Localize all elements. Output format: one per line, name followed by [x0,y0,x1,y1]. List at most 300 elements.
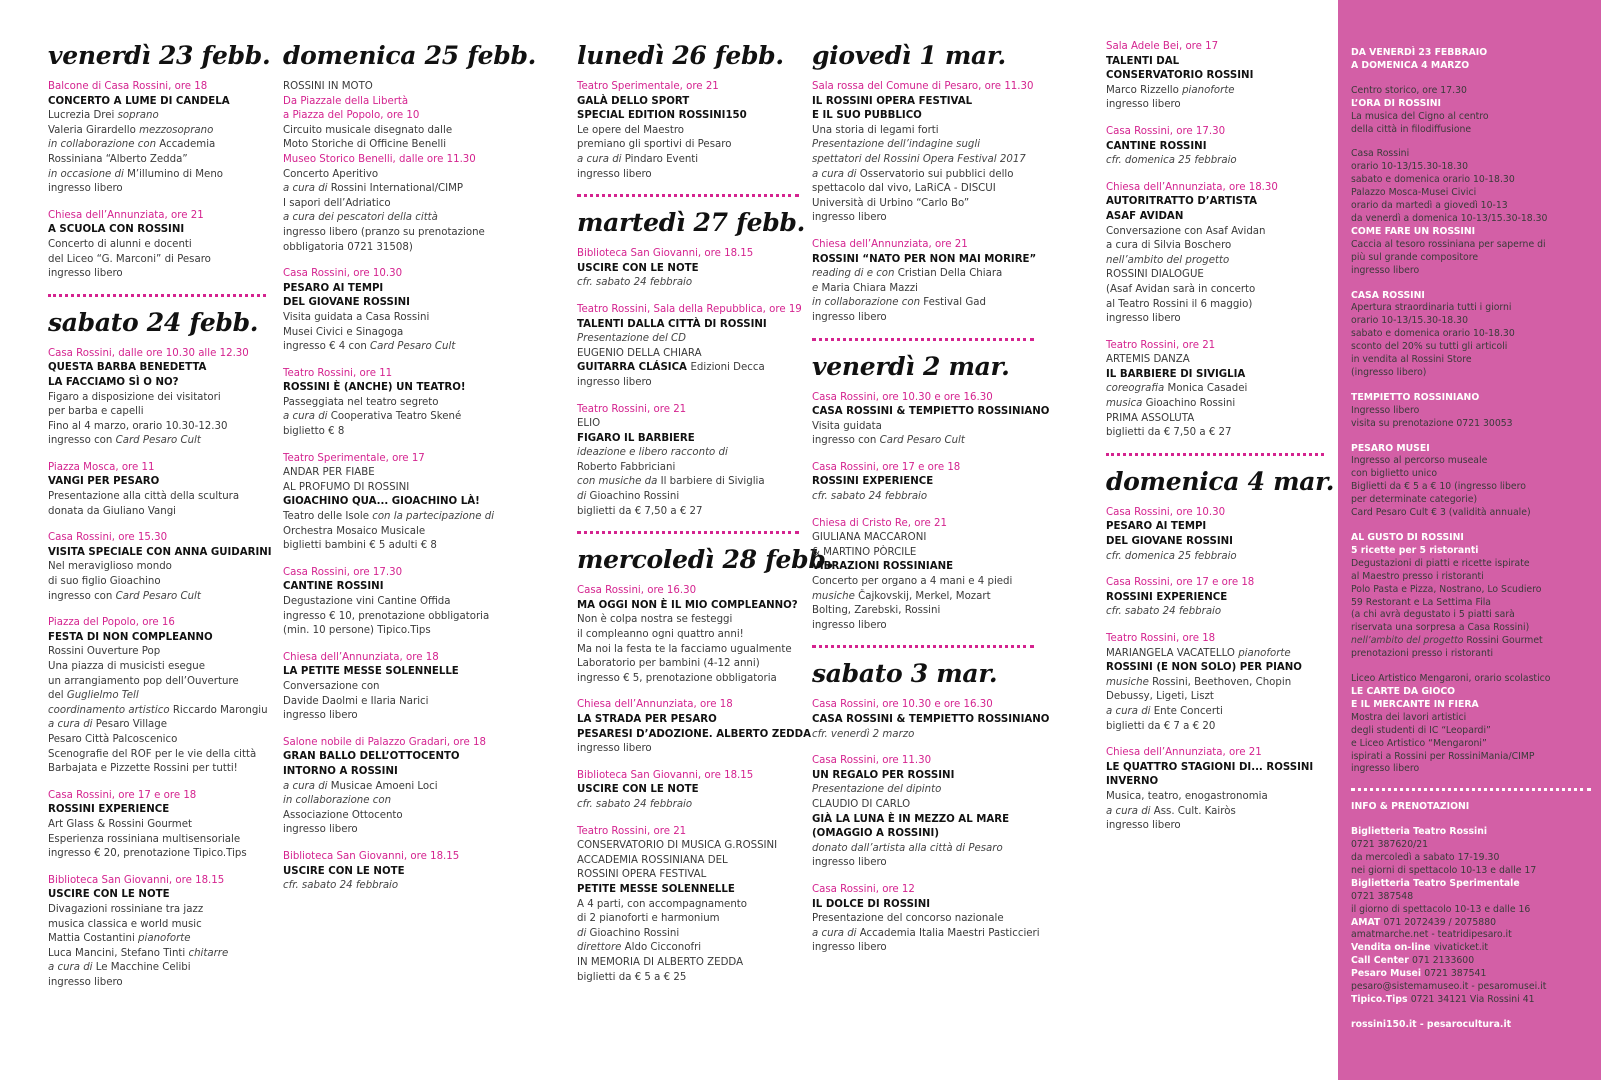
event-line [1106,239,1324,254]
event-note: cfr. sabato 24 febbraio [577,277,693,289]
info-heading: COME FARE UN ROSSINI [1351,225,1476,237]
event-line [1106,550,1324,565]
event-entry [812,80,1034,226]
info-text: sabato e domenica orario 10-18.30 [1351,174,1515,186]
event-line [283,680,515,695]
event-line [283,109,515,124]
info-text: La musica del Cigno al centro [1351,110,1489,122]
event-title: GRAN BALLO DELL’OTTOCENTO [283,751,460,763]
event-title: E IL SUO PUBBLICO [812,110,922,122]
info-line [1351,878,1591,891]
info-line [1351,111,1591,124]
event-line [283,326,515,341]
event-line [283,595,515,610]
info-text: Degustazioni di piatti e ricette ispirate [1351,557,1530,569]
column-3 [577,40,834,997]
event-entry [283,80,515,255]
event-entry [48,347,266,449]
event-line [577,247,799,262]
event-line [283,525,515,540]
event-line [812,898,1034,913]
event-detail: Accademia Italia Maestri Pasticcieri [859,927,1040,939]
event-note: cfr. sabato 24 febbraio [283,880,399,892]
event-detail: Nel meraviglioso mondo [48,561,172,573]
event-line [812,619,1034,634]
event-entry [577,769,799,813]
event-note: coreografia [1106,383,1168,395]
event-line [1106,761,1324,776]
event-title: GIOACHINO QUA... GIOACHINO LÀ! [283,496,480,508]
event-entry [283,736,515,838]
info-line [1351,597,1591,610]
event-line [812,698,1034,713]
event-detail: Davide Daolmi e Ilaria Narici [283,695,429,707]
event-line [577,505,799,520]
info-line [1351,852,1591,865]
event-detail: Ente Concerti [1153,705,1223,717]
event-line [48,168,266,183]
info-text: Rossini Gourmet [1466,635,1543,647]
event-entry [48,80,266,197]
event-line [283,340,515,355]
event-title: IL ROSSINI OPERA FESTIVAL [812,95,973,107]
event-detail: A 4 parti, con accompagnamento [577,898,748,910]
event-title: USCIRE CON LE NOTE [48,889,170,901]
event-detail: ingresso con [48,435,116,447]
dotted-divider [1106,453,1324,456]
event-line [283,182,515,197]
event-note: pianoforte [1238,647,1291,659]
info-text: Ingresso libero [1351,404,1420,416]
info-line [1351,200,1591,213]
event-detail: Gioachino Rossini [589,491,680,503]
event-entry [1106,125,1324,169]
info-heading: Biglietteria Teatro Sperimentale [1351,877,1520,889]
info-heading: INFO & PRENOTAZIONI [1351,801,1470,813]
event-title: GIÀ LA LUNA È IN MEZZO AL MARE [812,813,1010,825]
event-line [577,347,799,362]
event-line [577,417,799,432]
event-detail: ROSSINI OPERA FESTIVAL [577,869,707,881]
info-line [1351,904,1591,917]
event-line [283,736,515,751]
event-detail: ARTEMIS DANZA [1106,354,1190,366]
event-detail: Passeggiata nel teatro segreto [283,396,439,408]
event-line [1106,125,1324,140]
event-detail: Concerto di alunni e docenti [48,238,192,250]
event-line [283,311,515,326]
event-line [812,238,1034,253]
event-note: Card Pesaro Cult [115,590,201,602]
event-detail: ingresso libero [812,857,887,869]
event-detail: Luca Mancini, Stefano Tinti [48,947,189,959]
event-line [48,888,266,903]
info-line [1351,738,1591,751]
event-detail: ingresso con [812,435,880,447]
event-line [577,124,799,139]
event-line [577,376,799,391]
event-line [48,976,266,991]
event-title: GALÀ DELLO SPORT [577,95,690,107]
info-line [1351,468,1591,481]
info-text: della città in filodiffusione [1351,123,1472,135]
event-line [577,898,799,913]
event-detail: ingresso con [48,590,116,602]
day-heading: domenica 4 mar. [1106,466,1335,496]
event-title: DEL GIOVANE ROSSINI [1106,536,1233,548]
event-detail: biglietti bambini € 5 adulti € 8 [283,540,437,552]
event-line [812,434,1034,449]
info-line [1351,187,1591,200]
event-line [577,839,799,854]
event-detail: ingresso libero [283,710,358,722]
day-heading: sabato 3 mar. [812,659,998,689]
event-line [48,718,266,733]
event-line [48,253,266,268]
event-title: IL DOLCE DI ROSSINI [812,898,931,910]
event-line [283,267,515,282]
info-heading: CASA ROSSINI [1351,289,1425,301]
sidebar-divider [1351,788,1591,791]
event-line [283,539,515,554]
event-detail: obbligatoria 0721 31508) [283,241,413,253]
event-entry [1106,576,1324,620]
event-note: musiche [812,590,859,602]
event-entry [48,789,266,862]
info-line [1351,405,1591,418]
event-note: cfr. sabato 24 febbraio [1106,606,1222,618]
info-text: Liceo Artistico Mengaroni, orario scolastico [1351,673,1551,685]
event-line [812,420,1034,435]
event-venue: Teatro Rossini, Sala della Repubblica, ore 19 [577,303,802,315]
event-venue: Chiesa dell’Annunziata, ore 18 [577,699,733,711]
event-line [1106,283,1324,298]
info-text: Casa Rossini [1351,148,1410,160]
event-line [812,842,1034,857]
event-line [48,405,266,420]
event-detail: ingresso libero [812,942,887,954]
event-line [1106,69,1324,84]
event-detail: al Teatro Rossini il 6 maggio) [1106,298,1253,310]
event-line [1106,705,1324,720]
info-sidebar-content [1351,47,1591,1044]
event-line [577,956,799,971]
event-line [577,276,799,291]
event-note: a cura di [812,168,860,180]
info-block [1351,532,1591,661]
event-note: mezzosoprano [139,124,214,136]
event-line [1106,647,1324,662]
info-text: Card Pesaro Cult € 3 (validità annuale) [1351,507,1531,519]
event-line [812,168,1034,183]
event-line [283,138,515,153]
dotted-divider [812,338,1034,341]
event-line [1106,339,1324,354]
event-note: Presentazione dell’indagine sugli [812,139,981,151]
event-detail: (min. 10 persone) Tipico.Tips [283,625,431,637]
event-line [812,927,1040,942]
event-detail: M’illumino di Meno [127,168,224,180]
event-line [48,209,266,224]
event-line [48,347,266,362]
event-line [812,282,1034,297]
event-detail: Valeria Girardello [48,124,140,136]
info-heading: AL GUSTO DI ROSSINI [1351,532,1464,543]
event-line [48,575,266,590]
event-venue: Balcone di Casa Rossini, ore 18 [48,81,208,92]
event-detail: Festival Gad [923,297,986,309]
event-line [48,918,266,933]
info-text: ispirati a Rossini per RossiniMania/CIMP [1351,750,1535,762]
info-heading: TEMPIETTO ROSSINIANO [1351,391,1480,403]
event-entry [48,461,266,519]
event-detail: Rossiniana “Alberto Zedda” [48,153,188,165]
event-detail: ingresso € 4 con [283,341,371,353]
event-line [1106,55,1324,70]
event-note: a cura di [283,183,331,195]
event-line [48,124,266,139]
event-detail: Accademia [159,139,216,151]
event-title: USCIRE CON LE NOTE [283,865,405,877]
event-detail: Aldo Cicconofri [624,942,702,954]
info-line [1351,981,1591,994]
info-text: sconto del 20% su tutti gli articoli [1351,341,1508,353]
event-note: a cura di [1106,805,1154,817]
info-text: Mostra dei lavori artistici [1351,711,1467,723]
event-venue: Sala rossa del Comune di Pesaro, ore 11.30 [812,81,1034,92]
event-line [577,80,799,95]
event-entry [812,391,1050,449]
event-line [48,733,266,748]
event-line [283,282,515,297]
event-detail: Divagazioni rossiniane tra jazz [48,903,204,915]
event-note: a cura di [577,153,625,165]
event-note: coordinamento artistico [48,704,173,716]
event-line [48,560,266,575]
event-line [48,789,266,804]
event-line [1106,298,1324,313]
event-venue: Teatro Rossini, ore 21 [577,825,687,837]
event-detail: ingresso libero [283,824,358,836]
info-text: (ingresso libero) [1351,366,1427,378]
event-detail: Moto Storiche di Officine Benelli [283,139,447,151]
day-heading: venerdì 2 mar. [812,351,1010,381]
info-line [1351,239,1591,252]
event-line [1106,225,1324,240]
event-detail: Cooperativa Teatro Skené [330,411,462,423]
event-venue: Teatro Rossini, ore 21 [577,403,687,415]
info-line [1351,226,1591,239]
event-entry [812,698,1050,742]
info-block [1351,443,1591,520]
info-block [1351,826,1591,1007]
event-line [577,742,799,757]
event-detail: Non è colpa nostra se festeggi [577,614,733,626]
event-detail: Musei Civici e Sinagoga [283,326,404,338]
event-venue: a Piazza del Popolo, ore 10 [283,110,420,122]
event-line [812,546,1034,561]
event-title: QUESTA BARBA BENEDETTA [48,362,207,374]
info-line [1351,315,1591,328]
event-entry [283,850,515,894]
event-title: (OMAGGIO A ROSSINI) [812,828,939,840]
event-detail: biglietti da € 5 a € 25 [577,971,687,983]
event-title: ROSSINI EXPERIENCE [1106,591,1228,603]
info-line [1351,481,1591,494]
event-venue: Casa Rossini, ore 16.30 [577,585,697,597]
event-line [1106,368,1324,383]
event-line [812,560,1034,575]
event-detail: ingresso € 10, prenotazione obbligatoria [283,610,490,622]
event-venue: Da Piazzale della Libertà [283,95,409,107]
event-note: Presentazione del dipinto [812,784,942,796]
event-line [283,124,515,139]
info-line [1351,532,1591,545]
event-detail: per barba e capelli [48,406,144,418]
event-line [48,590,266,605]
info-block [1351,673,1591,776]
info-line [1351,1019,1591,1032]
event-line [812,713,1050,728]
event-line [48,531,266,546]
event-line [48,947,266,962]
event-detail: CLAUDIO DI CARLO [812,798,911,810]
event-note: a cura di [48,962,96,974]
info-text: ingresso libero [1351,763,1420,775]
event-line [283,80,515,95]
event-detail: Debussy, Ligeti, Liszt [1106,691,1214,703]
event-line [48,80,266,95]
event-line [48,833,266,848]
event-line [812,153,1034,168]
event-line [577,854,799,869]
event-line [577,698,799,713]
event-line [812,124,1034,139]
info-text: vivaticket.it [1433,942,1489,954]
info-line [1351,635,1591,648]
event-detail: biglietti da € 7 a € 20 [1106,720,1216,732]
event-venue: Biblioteca San Giovanni, ore 18.15 [48,874,225,886]
info-text: Ingresso al percorso museale [1351,455,1488,467]
info-text: da venerdì a domenica 10-13/15.30-18.30 [1351,212,1548,224]
info-line [1351,328,1591,341]
event-entry [577,584,799,686]
event-line [812,941,1034,956]
info-block [1351,85,1591,137]
event-line [283,823,515,838]
info-text: e Liceo Artistico “Mengaroni” [1351,737,1487,749]
event-line [577,713,799,728]
event-note: direttore [577,942,625,954]
event-entry [283,651,515,724]
info-text: Palazzo Mosca-Musei Civici [1351,187,1477,199]
event-line [283,296,515,311]
event-line [1106,520,1324,535]
dotted-divider [577,194,799,197]
event-line [1106,353,1324,368]
event-detail: ingresso libero [1106,820,1181,832]
event-venue: Piazza Mosca, ore 11 [48,461,155,473]
event-entry [1106,339,1324,441]
event-line [48,182,266,197]
event-line [48,153,266,168]
event-line [283,624,515,639]
event-title: ROSSINI (E NON SOLO) PER PIANO [1106,662,1302,674]
event-venue: Museo Storico Benelli, dalle ore 11.30 [283,153,476,165]
info-line [1351,545,1591,558]
event-line [1106,412,1324,427]
info-heading: Vendita on-line [1351,942,1434,954]
event-detail: Fino al 4 marzo, orario 10.30-12.30 [48,420,228,432]
info-block [1351,148,1591,277]
info-line [1351,725,1591,738]
event-entry [283,452,515,554]
event-line [1106,690,1324,705]
event-line [812,575,1034,590]
event-line [48,847,266,862]
event-detail: ANDAR PER FIABE [283,467,375,479]
event-detail: ingresso libero [577,376,652,388]
event-note: Guglielmo Tell [66,690,139,702]
event-detail: Orchestra Mosaico Musicale [283,525,426,537]
event-title: VANGI PER PESARO [48,476,160,488]
event-entry [283,566,515,639]
dotted-divider [48,294,266,297]
event-line [283,750,515,765]
event-detail: MARIANGELA VACATELLO [1106,647,1239,659]
event-line [283,466,515,481]
event-detail: AL PROFUMO DI ROSSINI [283,481,410,493]
event-detail: Roberto Fabbriciani [577,461,676,473]
event-detail: biglietti da € 7,50 a € 27 [577,505,703,517]
event-title: A SCUOLA CON ROSSINI [48,224,185,236]
event-venue: Chiesa dell’Annunziata, ore 18.30 [1106,181,1278,193]
info-text: ingresso libero [1351,264,1420,276]
event-title: PETITE MESSE SOLENNELLE [577,883,735,895]
event-line [1106,397,1324,412]
info-text: Centro storico, ore 17.30 [1351,84,1467,96]
event-venue: Chiesa dell’Annunziata, ore 21 [812,238,968,250]
event-line [812,754,1034,769]
info-line [1351,751,1591,764]
event-line [1106,84,1324,99]
info-line [1351,891,1591,904]
event-line [812,80,1034,95]
event-line [577,643,799,658]
event-title: USCIRE CON LE NOTE [577,784,699,796]
event-title: PESARO AI TEMPI [283,282,384,294]
column-2 [283,40,537,906]
info-line [1351,494,1591,507]
event-title: CANTINE ROSSINI [283,581,384,593]
event-line [577,262,799,277]
event-title: INTORNO A ROSSINI [283,765,398,777]
event-line [812,391,1034,406]
info-block [1351,801,1591,814]
event-entry [48,531,272,604]
info-heading: PESARO MUSEI [1351,442,1430,454]
event-line [283,481,515,496]
event-detail: (Asaf Avidan sarà in concerto [1106,283,1256,295]
event-venue: Teatro Sperimentale, ore 21 [577,81,719,92]
info-heading: AMAT [1351,916,1384,928]
event-line [48,391,266,406]
info-line [1351,60,1591,73]
event-detail: Lucrezia Drei [48,110,118,122]
event-line [48,546,272,561]
event-detail: Monica Casadei [1167,383,1248,395]
event-detail: Osservatorio sui pubblici dello [859,168,1014,180]
